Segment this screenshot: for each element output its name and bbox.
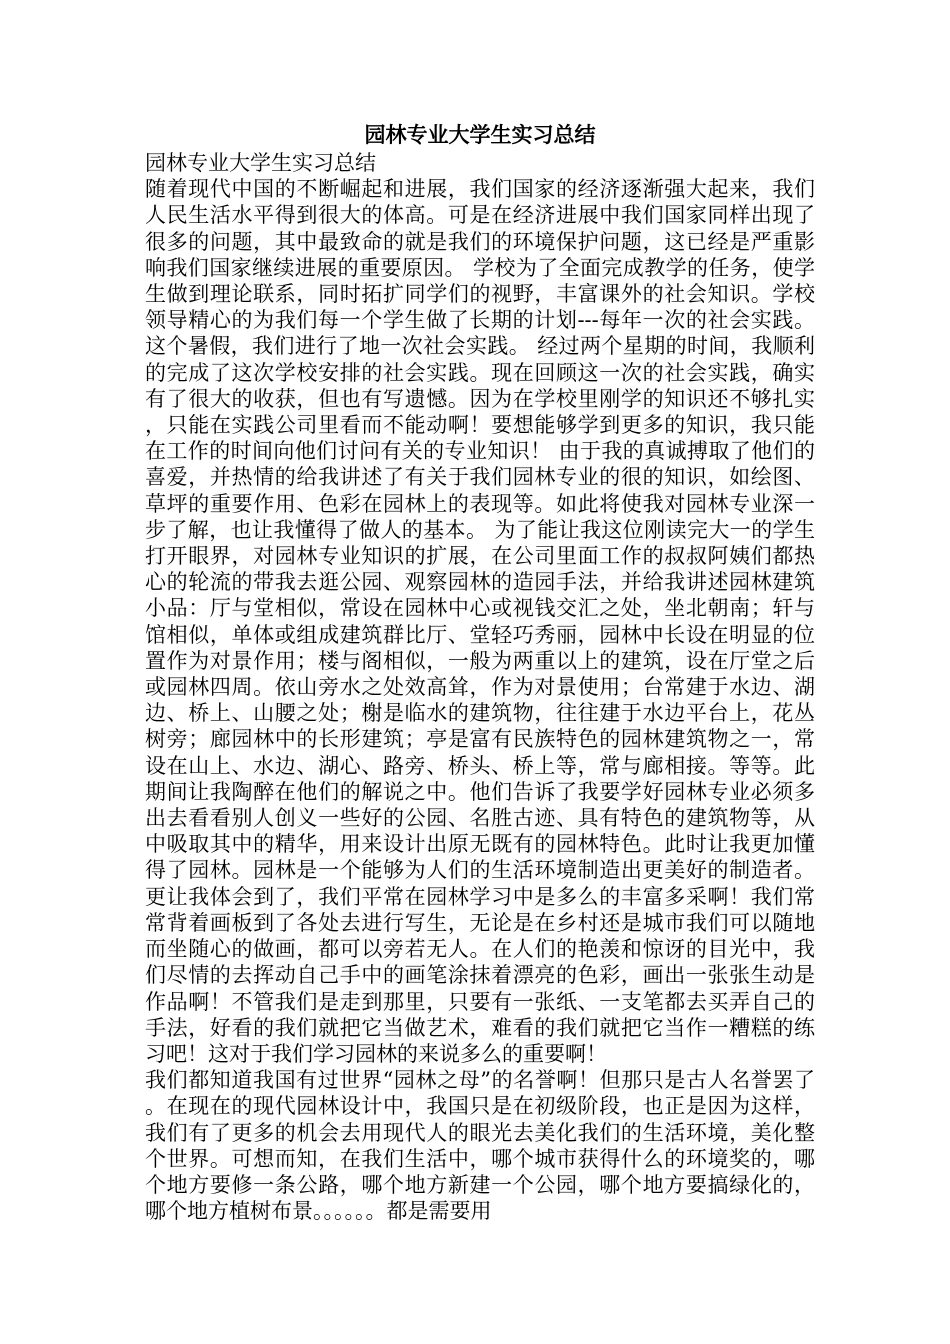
document-title: 园林专业大学生实习总结: [364, 122, 596, 147]
subtitle-paragraph: 园林专业大学生实习总结: [145, 151, 376, 175]
body-paragraph-1: 随着现代中国的不断崛起和进展，我们国家的经济逐渐强大起来，我们人民生活水平得到很大的体高。可是在经济进展中我们国家同样出现了很多的问题，其中最致命的就是我们的环境保护问题，这已经是严重影响我们国家继续进展的重要原因。 学校为了全面完成教学的任务，使学生做到理论联系，同时拓扩同学们的视野，丰富课外的社会知识。学校领导精心的为我们每一个学生做了长期的计划---每年一次的社会实践。这个暑假，我们进行了地一次社会实践。 经过两个星期的时间，我顺利的完成了这次学校安排的社会实践。现在回顾这一次的社会实践，确实有了很大的收获，但也有写遗憾。因为在学校里刚学的知识还不够扎实，只能在实践公司里看而不能动啊！要想能够学到更多的知识，我只能在工作的时间向他们讨问有关的专业知识！ 由于我的真诚搏取了他们的喜爱，并热情的给我讲述了有关于我们园林专业的很的知识，如绘图、草坪的重要作用、色彩在园林上的表现等。如此将使我对园林专业深一步了解，也让我懂得了做人的基本。 为了能让我这位刚读完大一的学生打开眼界，对园林专业知识的扩展，在公司里面工作的叔叔阿姨们都热心的轮流的带我去逛公园、观察园林的造园手法，并给我讲述园林建筑小品：厅与堂相似，常设在园林中心或视钱交汇之处，坐北朝南；轩与馆相似，单体或组成建筑群比厅、堂轻巧秀丽，园林中长设在明显的位置作为对景作用；楼与阁相似，一般为两重以上的建筑，设在厅堂之后或园林四周。依山旁水之处效高耸，作为对景使用；台常建于水边、湖边、桥上、山腰之处；榭是临水的建筑物，往往建于水边平台上，花丛树旁；廊园林中的长形建筑；亭是富有民族特色的园林建筑物之一，常设在山上、水边、湖心、路旁、桥头、桥上等，常与廊相接。等等。此期间让我陶醉在他们的解说之中。他们告诉了我要学好园林专业必须多出去看看别人创义一些好的公园、名胜古迹、具有特色的建筑物等，从中吸取其中的精华，用来设计出原无既有的园林特色。此时让我更加懂得了园林。园林是一个能够为人们的生活环境制造出更美好的制造者。 更让我体会到了，我们平常在园林学习中是多么的丰富多采啊！我们常常背着画板到了各处去进行写生，无论是在乡村还是城市我们可以随地而坐随心的做画，都可以旁若无人。在人们的艳羡和惊讶的目光中，我们尽情的去挥动自己手中的画笔涂抹着漂亮的色彩，画出一张张生动是作品啊！不管我们是走到那里，只要有一张纸、一支笔都去买弄自己的手法，好看的我们就把它当做艺术，难看的我们就把它当作一糟糕的练习吧！这对于我们学习园林的来说多么的重要啊！: [145, 177, 815, 1066]
document-body: [145, 120, 815, 1224]
body-paragraph-2: 我们都知道我国有过世界“园林之母”的名誉啊！但那只是古人名誉罢了。在现在的现代园林设计中，我国只是在初级阶段，也正是因为这样，我们有了更多的机会去用现代人的眼光去美化我们的生活环境，美化整个世界。可想而知，在我们生活中，哪个城市获得什么的环境奖的，哪个地方要修一条公路，哪个地方新建一个公园，哪个地方要搞绿化的，哪个地方植树布景。。。。。。都是需要用: [145, 1068, 815, 1224]
